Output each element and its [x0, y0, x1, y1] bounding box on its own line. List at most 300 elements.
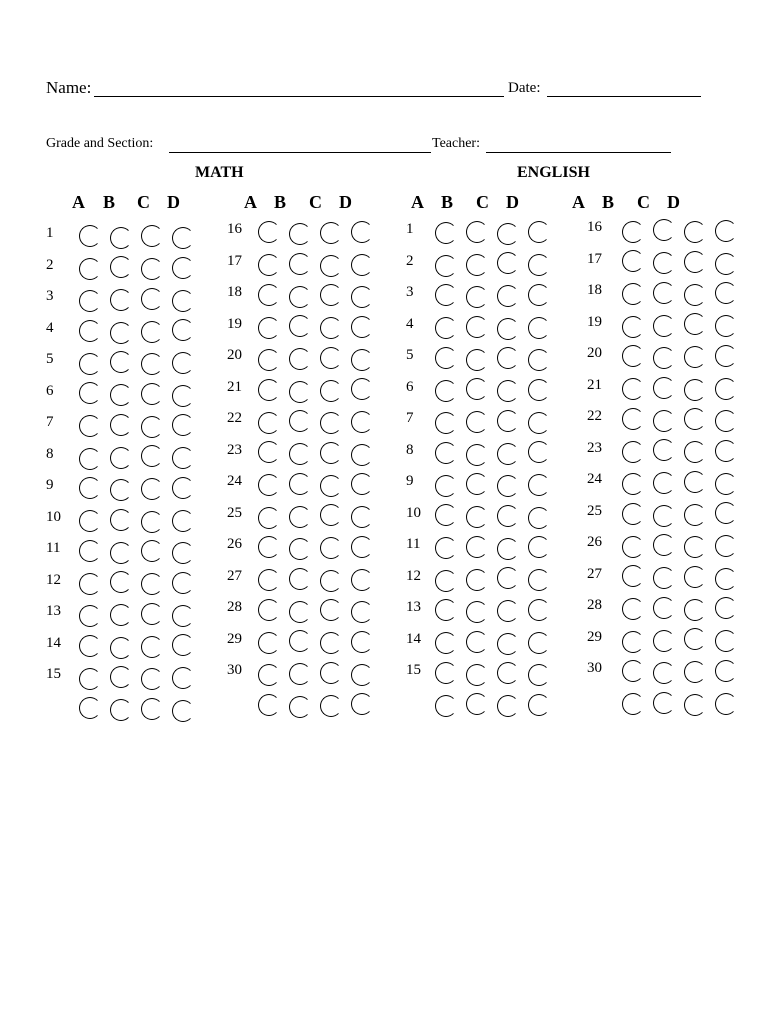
answer-bubble-c[interactable] [320, 284, 342, 306]
answer-bubble-c[interactable] [497, 223, 519, 245]
question-number: 29 [587, 628, 602, 645]
date-label: Date: [508, 80, 541, 96]
answer-bubble-a[interactable] [79, 635, 101, 657]
answer-bubble-c[interactable] [497, 318, 519, 340]
answer-bubble-d[interactable] [715, 660, 737, 682]
answer-bubble-b[interactable] [653, 410, 675, 432]
question-number: 17 [227, 252, 242, 269]
answer-bubble-a[interactable] [622, 316, 644, 338]
answer-bubble-b[interactable] [466, 349, 488, 371]
answer-bubble-d[interactable] [715, 440, 737, 462]
answer-bubble-d[interactable] [715, 597, 737, 619]
question-number: 16 [227, 221, 242, 237]
answer-bubble-d[interactable] [351, 286, 373, 308]
answer-bubble-a[interactable] [258, 284, 280, 306]
answer-bubble-c[interactable] [141, 353, 163, 375]
answer-bubble-d[interactable] [528, 536, 550, 558]
answer-bubble-c[interactable] [141, 511, 163, 533]
answer-bubble-d[interactable] [172, 510, 194, 532]
question-number: 10 [46, 508, 61, 525]
answer-bubble-c[interactable] [684, 441, 706, 463]
answer-bubble-a[interactable] [435, 222, 457, 244]
answer-bubble-c[interactable] [497, 538, 519, 560]
answer-bubble-c[interactable] [684, 313, 706, 335]
answer-bubble-b[interactable] [466, 506, 488, 528]
answer-bubble-b[interactable] [289, 538, 311, 560]
answer-bubble-b[interactable] [466, 631, 488, 653]
answer-bubble-b[interactable] [466, 664, 488, 686]
answer-bubble-b[interactable] [466, 536, 488, 558]
answer-bubble-d[interactable] [528, 569, 550, 591]
answer-bubble-a[interactable] [258, 664, 280, 686]
answer-bubble-c[interactable] [320, 632, 342, 654]
answer-bubble-b[interactable] [289, 223, 311, 245]
answer-bubble-a[interactable] [79, 320, 101, 342]
question-number: 30 [587, 660, 602, 676]
answer-bubble-d[interactable] [715, 378, 737, 400]
answer-bubble-a[interactable] [79, 353, 101, 375]
option-header-a: A [244, 192, 257, 212]
answer-bubble-d[interactable] [351, 506, 373, 528]
answer-bubble-c[interactable] [684, 221, 706, 243]
answer-bubble-a[interactable] [79, 510, 101, 532]
answer-bubble-b[interactable] [110, 509, 132, 531]
answer-bubble-c[interactable] [320, 599, 342, 621]
answer-bubble-b[interactable] [653, 439, 675, 461]
answer-bubble-c[interactable] [320, 442, 342, 464]
answer-bubble-b[interactable] [653, 692, 675, 714]
answer-bubble-a[interactable] [622, 441, 644, 463]
answer-bubble-c[interactable] [141, 668, 163, 690]
answer-bubble-b[interactable] [110, 256, 132, 278]
answer-bubble-b[interactable] [289, 663, 311, 685]
answer-bubble-d[interactable] [351, 664, 373, 686]
answer-bubble-a[interactable] [622, 345, 644, 367]
answer-bubble-b[interactable] [466, 473, 488, 495]
answer-bubble-a[interactable] [79, 258, 101, 280]
answer-bubble-b[interactable] [110, 542, 132, 564]
question-number: 5 [406, 347, 414, 363]
answer-bubble-b[interactable] [653, 567, 675, 589]
answer-bubble-b[interactable] [110, 447, 132, 469]
question-number: 1 [406, 221, 414, 237]
question-number: 8 [406, 441, 414, 458]
answer-bubble-c[interactable] [497, 567, 519, 589]
answer-bubble-b[interactable] [289, 410, 311, 432]
answer-bubble-a[interactable] [435, 695, 457, 717]
answer-bubble-d[interactable] [528, 599, 550, 621]
answer-bubble-c[interactable] [497, 505, 519, 527]
question-number: 20 [227, 347, 242, 363]
name-label: Name: [46, 78, 92, 97]
answer-bubble-b[interactable] [466, 569, 488, 591]
answer-bubble-c[interactable] [497, 633, 519, 655]
answer-bubble-a[interactable] [435, 504, 457, 526]
answer-bubble-d[interactable] [172, 605, 194, 627]
answer-bubble-a[interactable] [258, 317, 280, 339]
answer-bubble-c[interactable] [141, 383, 163, 405]
answer-bubble-d[interactable] [528, 254, 550, 276]
answer-bubble-a[interactable] [622, 693, 644, 715]
answer-bubble-b[interactable] [653, 662, 675, 684]
answer-bubble-a[interactable] [79, 477, 101, 499]
answer-bubble-a[interactable] [258, 569, 280, 591]
answer-bubble-a[interactable] [258, 694, 280, 716]
answer-bubble-b[interactable] [653, 472, 675, 494]
question-number: 3 [46, 288, 54, 304]
answer-bubble-c[interactable] [141, 573, 163, 595]
answer-bubble-b[interactable] [289, 253, 311, 275]
answer-bubble-d[interactable] [172, 447, 194, 469]
question-number: 18 [227, 284, 242, 300]
answer-bubble-d[interactable] [528, 317, 550, 339]
answer-bubble-d[interactable] [528, 412, 550, 434]
answer-bubble-c[interactable] [497, 475, 519, 497]
answer-bubble-d[interactable] [715, 693, 737, 715]
answer-bubble-a[interactable] [79, 382, 101, 404]
answer-bubble-c[interactable] [141, 288, 163, 310]
answer-bubble-a[interactable] [622, 473, 644, 495]
answer-bubble-c[interactable] [141, 416, 163, 438]
question-number: 9 [46, 477, 54, 493]
answer-bubble-b[interactable] [466, 316, 488, 338]
answer-bubble-c[interactable] [684, 536, 706, 558]
answer-bubble-d[interactable] [351, 601, 373, 623]
name-field[interactable] [94, 96, 504, 97]
question-number: 8 [46, 445, 54, 462]
answer-bubble-d[interactable] [172, 352, 194, 374]
answer-bubble-a[interactable] [435, 380, 457, 402]
question-number: 13 [46, 603, 61, 619]
answer-bubble-d[interactable] [715, 630, 737, 652]
answer-bubble-d[interactable] [351, 693, 373, 715]
answer-bubble-b[interactable] [653, 597, 675, 619]
question-number: 11 [406, 536, 421, 552]
answer-bubble-a[interactable] [435, 255, 457, 277]
answer-bubble-b[interactable] [466, 601, 488, 623]
answer-bubble-b[interactable] [653, 315, 675, 337]
question-number: 1 [46, 225, 54, 241]
answer-bubble-a[interactable] [79, 540, 101, 562]
answer-bubble-c[interactable] [497, 695, 519, 717]
answer-bubble-c[interactable] [684, 661, 706, 683]
answer-bubble-d[interactable] [172, 572, 194, 594]
answer-bubble-b[interactable] [110, 384, 132, 406]
answer-bubble-d[interactable] [172, 542, 194, 564]
grade-section-field[interactable] [169, 152, 431, 153]
answer-bubble-a[interactable] [435, 537, 457, 559]
answer-bubble-d[interactable] [351, 411, 373, 433]
answer-bubble-b[interactable] [289, 630, 311, 652]
answer-bubble-b[interactable] [289, 315, 311, 337]
answer-bubble-c[interactable] [684, 471, 706, 493]
answer-bubble-d[interactable] [528, 694, 550, 716]
answer-bubble-c[interactable] [141, 478, 163, 500]
answer-bubble-c[interactable] [684, 694, 706, 716]
option-header-b: B [441, 192, 454, 212]
question-number: 19 [587, 313, 602, 330]
answer-bubble-d[interactable] [528, 221, 550, 243]
question-number: 23 [227, 441, 242, 458]
answer-bubble-c[interactable] [320, 412, 342, 434]
answer-bubble-b[interactable] [289, 381, 311, 403]
question-number: 29 [227, 630, 242, 647]
answer-bubble-c[interactable] [497, 285, 519, 307]
answer-bubble-d[interactable] [172, 414, 194, 436]
answer-bubble-b[interactable] [653, 505, 675, 527]
answer-bubble-d[interactable] [172, 634, 194, 656]
question-number: 15 [46, 666, 61, 682]
answer-bubble-b[interactable] [466, 411, 488, 433]
answer-bubble-b[interactable] [110, 699, 132, 721]
answer-bubble-c[interactable] [497, 600, 519, 622]
answer-bubble-d[interactable] [351, 631, 373, 653]
answer-bubble-d[interactable] [715, 220, 737, 242]
answer-bubble-b[interactable] [466, 286, 488, 308]
answer-bubble-d[interactable] [715, 568, 737, 590]
question-number: 28 [587, 597, 602, 613]
option-header-d: D [167, 192, 180, 212]
answer-bubble-a[interactable] [622, 283, 644, 305]
answer-bubble-d[interactable] [351, 349, 373, 371]
answer-bubble-d[interactable] [351, 473, 373, 495]
answer-bubble-d[interactable] [351, 444, 373, 466]
answer-bubble-a[interactable] [435, 284, 457, 306]
answer-bubble-a[interactable] [79, 668, 101, 690]
answer-bubble-a[interactable] [79, 697, 101, 719]
answer-bubble-a[interactable] [79, 605, 101, 627]
answer-bubble-b[interactable] [653, 219, 675, 241]
answer-bubble-c[interactable] [141, 540, 163, 562]
answer-bubble-a[interactable] [435, 475, 457, 497]
question-number: 13 [406, 599, 421, 615]
answer-bubble-c[interactable] [684, 566, 706, 588]
teacher-field[interactable] [486, 152, 671, 153]
answer-bubble-d[interactable] [715, 315, 737, 337]
answer-bubble-b[interactable] [653, 347, 675, 369]
answer-bubble-d[interactable] [528, 632, 550, 654]
answer-bubble-a[interactable] [435, 442, 457, 464]
option-header-b: B [274, 192, 287, 212]
answer-bubble-a[interactable] [622, 221, 644, 243]
answer-bubble-b[interactable] [653, 534, 675, 556]
answer-bubble-d[interactable] [715, 535, 737, 557]
answer-bubble-a[interactable] [435, 317, 457, 339]
date-field[interactable] [547, 96, 701, 97]
answer-bubble-a[interactable] [435, 662, 457, 684]
answer-bubble-a[interactable] [258, 441, 280, 463]
answer-bubble-d[interactable] [351, 221, 373, 243]
answer-bubble-a[interactable] [622, 503, 644, 525]
answer-bubble-c[interactable] [320, 347, 342, 369]
answer-bubble-c[interactable] [141, 321, 163, 343]
answer-bubble-a[interactable] [258, 474, 280, 496]
answer-bubble-a[interactable] [435, 347, 457, 369]
answer-bubble-b[interactable] [466, 254, 488, 276]
answer-bubble-a[interactable] [622, 631, 644, 653]
answer-bubble-c[interactable] [320, 504, 342, 526]
answer-bubble-b[interactable] [110, 414, 132, 436]
answer-bubble-a[interactable] [435, 570, 457, 592]
answer-bubble-d[interactable] [528, 349, 550, 371]
answer-bubble-c[interactable] [684, 628, 706, 650]
answer-bubble-d[interactable] [715, 473, 737, 495]
answer-bubble-c[interactable] [497, 347, 519, 369]
answer-bubble-b[interactable] [653, 377, 675, 399]
answer-bubble-d[interactable] [528, 441, 550, 463]
option-header-c: C [309, 192, 322, 212]
answer-bubble-d[interactable] [172, 257, 194, 279]
answer-bubble-c[interactable] [497, 252, 519, 274]
answer-bubble-a[interactable] [622, 565, 644, 587]
answer-bubble-b[interactable] [110, 571, 132, 593]
answer-bubble-b[interactable] [110, 227, 132, 249]
answer-bubble-d[interactable] [528, 474, 550, 496]
answer-bubble-a[interactable] [258, 632, 280, 654]
answer-bubble-b[interactable] [110, 666, 132, 688]
answer-bubble-b[interactable] [653, 252, 675, 274]
answer-bubble-c[interactable] [141, 698, 163, 720]
question-number: 28 [227, 599, 242, 615]
answer-bubble-d[interactable] [351, 254, 373, 276]
answer-bubble-c[interactable] [141, 636, 163, 658]
answer-bubble-a[interactable] [258, 412, 280, 434]
answer-bubble-c[interactable] [320, 255, 342, 277]
answer-bubble-b[interactable] [110, 351, 132, 373]
answer-bubble-a[interactable] [79, 290, 101, 312]
question-number: 2 [46, 256, 54, 273]
answer-bubble-c[interactable] [320, 662, 342, 684]
answer-bubble-c[interactable] [684, 346, 706, 368]
answer-bubble-b[interactable] [466, 378, 488, 400]
answer-bubble-d[interactable] [351, 378, 373, 400]
answer-bubble-c[interactable] [320, 695, 342, 717]
answer-bubble-c[interactable] [497, 410, 519, 432]
answer-bubble-d[interactable] [715, 282, 737, 304]
answer-bubble-b[interactable] [110, 322, 132, 344]
answer-bubble-c[interactable] [497, 443, 519, 465]
answer-bubble-a[interactable] [435, 599, 457, 621]
answer-bubble-c[interactable] [497, 380, 519, 402]
answer-bubble-a[interactable] [79, 225, 101, 247]
answer-bubble-c[interactable] [320, 380, 342, 402]
answer-bubble-a[interactable] [622, 598, 644, 620]
answer-bubble-a[interactable] [622, 378, 644, 400]
option-header-a: A [572, 192, 585, 212]
answer-bubble-b[interactable] [466, 444, 488, 466]
answer-bubble-c[interactable] [141, 225, 163, 247]
answer-bubble-a[interactable] [435, 632, 457, 654]
answer-bubble-a[interactable] [622, 408, 644, 430]
answer-bubble-b[interactable] [289, 696, 311, 718]
answer-bubble-a[interactable] [258, 599, 280, 621]
answer-bubble-d[interactable] [351, 536, 373, 558]
answer-bubble-b[interactable] [110, 479, 132, 501]
answer-bubble-a[interactable] [258, 507, 280, 529]
answer-bubble-d[interactable] [172, 700, 194, 722]
option-header-b: B [103, 192, 116, 212]
answer-bubble-d[interactable] [528, 284, 550, 306]
answer-bubble-c[interactable] [320, 222, 342, 244]
answer-bubble-a[interactable] [622, 660, 644, 682]
answer-bubble-b[interactable] [466, 693, 488, 715]
answer-bubble-b[interactable] [653, 282, 675, 304]
answer-bubble-c[interactable] [320, 537, 342, 559]
answer-bubble-c[interactable] [141, 445, 163, 467]
answer-bubble-d[interactable] [172, 477, 194, 499]
answer-bubble-a[interactable] [79, 415, 101, 437]
answer-bubble-a[interactable] [622, 536, 644, 558]
answer-bubble-c[interactable] [141, 258, 163, 280]
answer-bubble-d[interactable] [172, 227, 194, 249]
answer-bubble-d[interactable] [715, 345, 737, 367]
answer-bubble-a[interactable] [258, 536, 280, 558]
answer-bubble-c[interactable] [320, 570, 342, 592]
question-number: 27 [227, 567, 242, 584]
answer-bubble-a[interactable] [258, 221, 280, 243]
answer-bubble-b[interactable] [289, 568, 311, 590]
answer-bubble-b[interactable] [110, 637, 132, 659]
answer-bubble-a[interactable] [79, 448, 101, 470]
question-number: 19 [227, 315, 242, 332]
answer-bubble-b[interactable] [289, 348, 311, 370]
answer-bubble-d[interactable] [715, 502, 737, 524]
answer-bubble-c[interactable] [684, 599, 706, 621]
answer-bubble-d[interactable] [172, 319, 194, 341]
answer-bubble-b[interactable] [466, 221, 488, 243]
question-number: 7 [46, 414, 54, 430]
answer-bubble-b[interactable] [289, 286, 311, 308]
answer-bubble-b[interactable] [289, 506, 311, 528]
question-number: 3 [406, 284, 414, 300]
answer-bubble-c[interactable] [684, 251, 706, 273]
answer-bubble-c[interactable] [320, 317, 342, 339]
answer-bubble-c[interactable] [320, 475, 342, 497]
answer-bubble-d[interactable] [528, 507, 550, 529]
answer-bubble-b[interactable] [289, 443, 311, 465]
answer-bubble-d[interactable] [715, 253, 737, 275]
answer-bubble-b[interactable] [110, 604, 132, 626]
answer-bubble-a[interactable] [622, 250, 644, 272]
answer-bubble-b[interactable] [289, 473, 311, 495]
answer-bubble-b[interactable] [289, 601, 311, 623]
answer-bubble-b[interactable] [110, 289, 132, 311]
answer-bubble-c[interactable] [684, 284, 706, 306]
option-header-b: B [602, 192, 615, 212]
answer-bubble-d[interactable] [528, 664, 550, 686]
answer-bubble-a[interactable] [258, 254, 280, 276]
answer-bubble-d[interactable] [172, 667, 194, 689]
answer-bubble-a[interactable] [258, 379, 280, 401]
answer-bubble-d[interactable] [715, 410, 737, 432]
answer-bubble-d[interactable] [172, 290, 194, 312]
answer-bubble-d[interactable] [351, 316, 373, 338]
answer-bubble-c[interactable] [684, 408, 706, 430]
answer-bubble-a[interactable] [435, 412, 457, 434]
answer-bubble-c[interactable] [497, 662, 519, 684]
answer-bubble-c[interactable] [141, 603, 163, 625]
question-number: 12 [46, 571, 61, 588]
answer-bubble-d[interactable] [172, 385, 194, 407]
question-number: 15 [406, 662, 421, 678]
answer-bubble-d[interactable] [528, 379, 550, 401]
answer-bubble-d[interactable] [351, 569, 373, 591]
answer-bubble-a[interactable] [79, 573, 101, 595]
answer-bubble-b[interactable] [653, 630, 675, 652]
answer-bubble-a[interactable] [258, 349, 280, 371]
answer-bubble-c[interactable] [684, 379, 706, 401]
answer-bubble-c[interactable] [684, 504, 706, 526]
